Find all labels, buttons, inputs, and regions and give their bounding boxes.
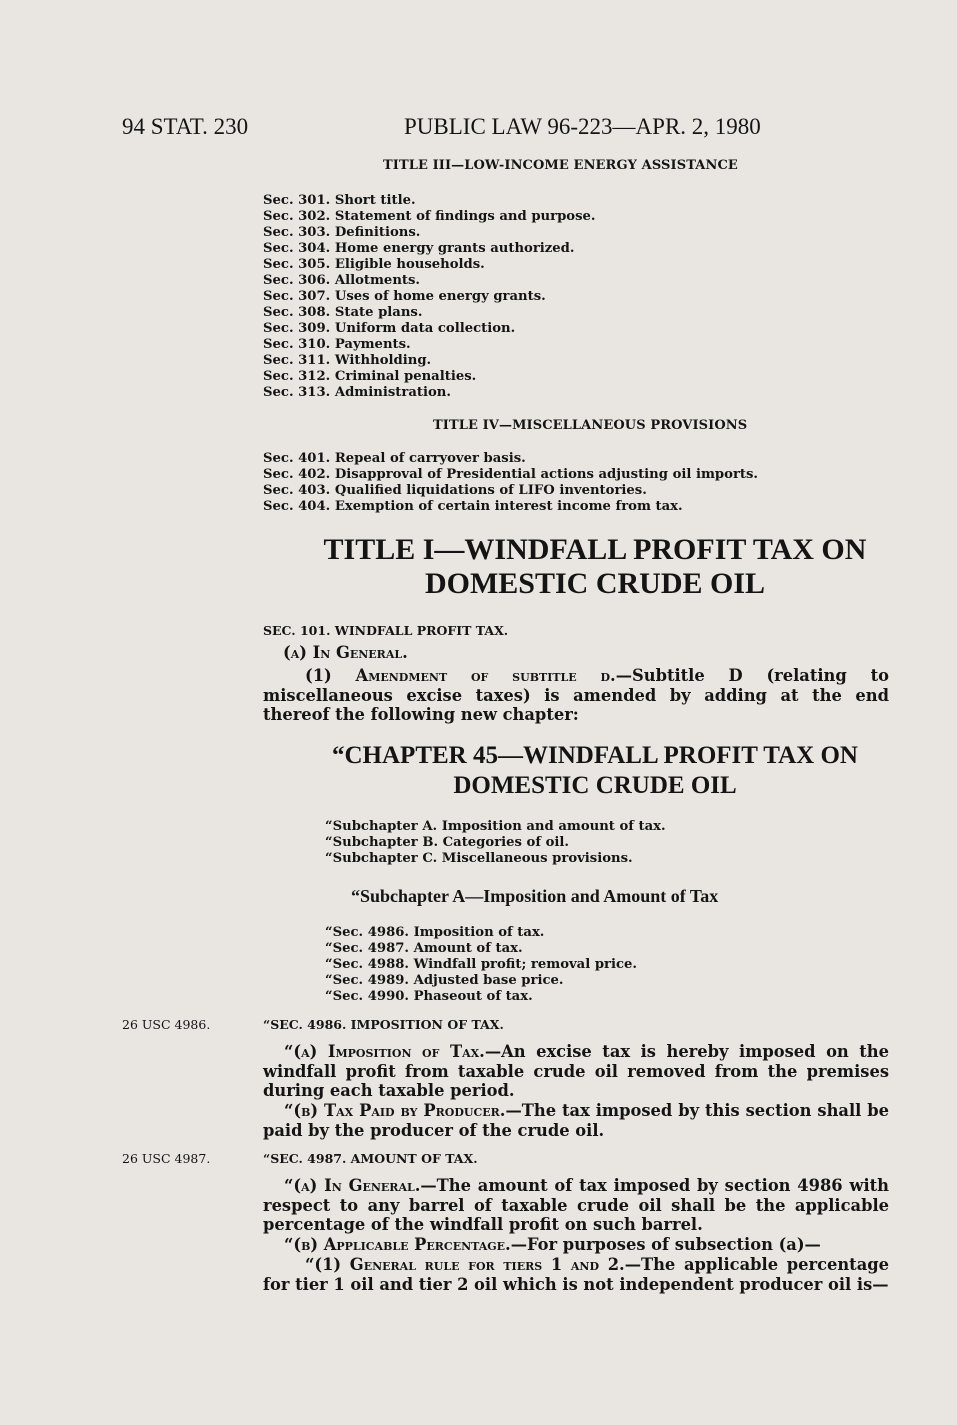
sec4986-a-text: —An excise tax is hereby imposed on the windfall profit from taxable crude oil removed from the premises during each taxable period. [263,1042,889,1100]
chapter45-heading [285,741,905,801]
margin-note-4986: 26 USC 4986. [122,1017,211,1032]
margin-note-4987: 26 USC 4987. [122,1151,211,1166]
sec4987-b1 [263,1255,889,1294]
toc-item: Sec. 309. Uniform data collection. [263,321,516,336]
subchapter-item: “Subchapter C. Miscellaneous provisions. [325,851,633,866]
toc-item: Sec. 304. Home energy grants authorized. [263,241,575,256]
toc-item: Sec. 402. Disapproval of Presidential actions adjusting oil imports. [263,467,759,482]
subchapter-item: “Subchapter B. Categories of oil. [325,835,570,850]
toc-item: Sec. 302. Statement of findings and purpose. [263,209,596,224]
sec101-a-label [283,643,408,663]
subchapter-a-heading: “Subchapter A—Imposition and Amount of Tax [351,886,719,906]
subchapter-a-item: “Sec. 4989. Adjusted base price. [325,973,564,988]
toc-item: Sec. 310. Payments. [263,337,411,352]
chapter45-line1: “CHAPTER 45—WINDFALL PROFIT TAX ON [332,742,858,769]
public-law-heading: PUBLIC LAW 96-223—APR. 2, 1980 [404,114,761,139]
chapter45-line2: DOMESTIC CRUDE OIL [453,772,737,799]
sec4987-a [263,1176,889,1235]
subchapter-a-item: “Sec. 4988. Windfall profit; removal price. [325,957,638,972]
subchapter-a-list [325,925,637,1005]
toc-item: Sec. 313. Administration. [263,385,451,400]
sec101-heading: SEC. 101. WINDFALL PROFIT TAX. [263,623,509,638]
toc-item: Sec. 312. Criminal penalties. [263,369,477,384]
subchapter-a-item: “Sec. 4987. Amount of tax. [325,941,523,956]
toc-item: Sec. 301. Short title. [263,193,416,208]
sec4987-b-label: “(b) Applicable Percentage. [284,1235,511,1254]
toc-item: Sec. 404. Exemption of certain interest income from tax. [263,499,683,514]
sec101-a-text: (a) In General. [283,643,408,662]
title1-line2: DOMESTIC CRUDE OIL [424,567,766,600]
sec4987-a-text: —The amount of tax imposed by section 4986 with respect to any barrel of taxable crude oil shall be the applicable percentage of the windfall profit on such barrel. [263,1176,889,1234]
toc-item: Sec. 306. Allotments. [263,273,421,288]
toc-item: Sec. 311. Withholding. [263,353,432,368]
sec4987-b [263,1235,889,1255]
sec4987-b-text: —For purposes of subsection (a)— [510,1235,821,1254]
subchapter-a-item: “Sec. 4986. Imposition of tax. [325,925,545,940]
toc-item: Sec. 308. State plans. [263,305,423,320]
toc-item: Sec. 307. Uses of home energy grants. [263,289,546,304]
sec101-paragraph1 [263,666,889,725]
sec4986-b [263,1101,889,1140]
sec101-p1-text: —Subtitle D (relating to miscellaneous excise taxes) is amended by adding at the end thereof the following new chapter: [263,666,889,724]
toc-item: Sec. 403. Qualified liquidations of LIFO inventories. [263,483,647,498]
title3-heading: TITLE III—LOW-INCOME ENERGY ASSISTANCE [383,158,738,173]
sec4986-b-text: —The tax imposed by this section shall be paid by the producer of the crude oil. [263,1101,889,1140]
sec101-p1-label: (1) Amendment of subtitle d. [305,666,616,685]
toc-item: Sec. 303. Definitions. [263,225,421,240]
sec4986-heading: “SEC. 4986. IMPOSITION OF TAX. [263,1017,504,1032]
subchapter-item: “Subchapter A. Imposition and amount of tax. [325,819,666,834]
subchapter-a-item: “Sec. 4990. Phaseout of tax. [325,989,533,1004]
sec4986-a-label: “(a) Imposition of Tax. [284,1042,485,1061]
title4-heading: TITLE IV—MISCELLANEOUS PROVISIONS [433,418,748,433]
subchapter-list [325,819,666,867]
sec4986-a [263,1042,889,1101]
stat-citation: 94 STAT. 230 [122,114,249,139]
title4-toc [263,451,758,515]
title3-toc [263,193,596,401]
title1-line1: TITLE I—WINDFALL PROFIT TAX ON [323,533,867,566]
sec4987-b1-text: —The applicable percentage for tier 1 oil and tier 2 oil which is not independent producer oil is— [263,1255,889,1294]
sec4986-b-label: “(b) Tax Paid by Producer. [284,1101,506,1120]
title1-heading [285,533,905,601]
sec4987-b1-label: “(1) General rule for tiers 1 and 2. [305,1255,625,1274]
sec4987-heading: “SEC. 4987. AMOUNT OF TAX. [263,1151,478,1166]
toc-item: Sec. 305. Eligible households. [263,257,485,272]
sec4987-a-label: “(a) In General. [284,1176,421,1195]
toc-item: Sec. 401. Repeal of carryover basis. [263,451,526,466]
